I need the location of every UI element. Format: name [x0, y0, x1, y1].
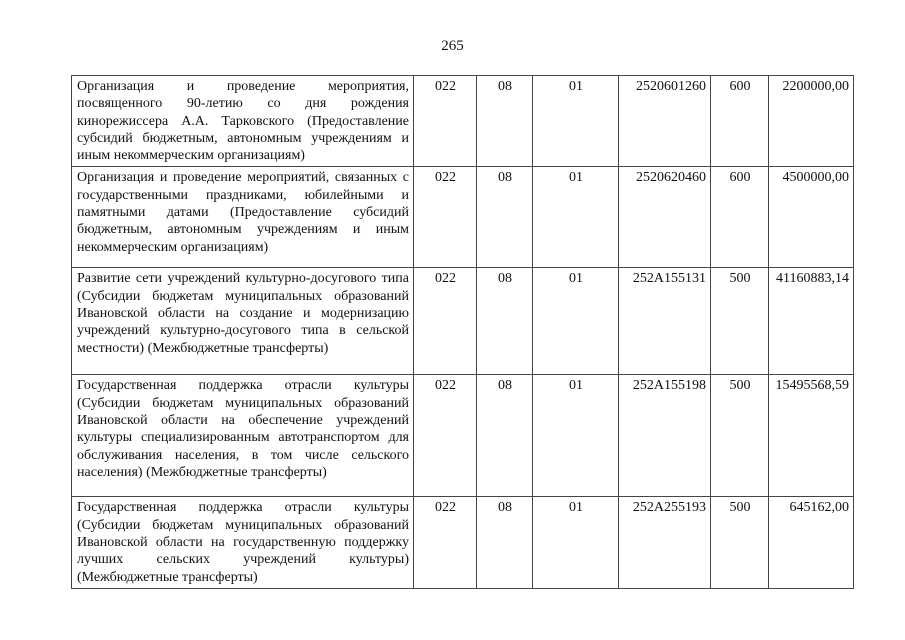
subsection-code: 01 [533, 268, 619, 375]
subsection-code: 01 [533, 167, 619, 268]
row-description: Государственная поддержка отрасли культуры (Субсидии бюджетам муниципальных образований Ивановской области на обеспечение учреждений культуры специализированным автотранспортом для обслуживания населения, в том числе сельского населения) (Межбюджетные трансферты) [72, 375, 414, 497]
table-row [72, 167, 854, 268]
row-description: Развитие сети учреждений культурно-досугового типа (Субсидии бюджетам муниципальных образований Ивановской области на создание и модернизацию учреждений культурно-досугового типа в сельской местности) (Межбюджетные трансферты) [72, 268, 414, 375]
ministry-code: 022 [414, 167, 477, 268]
expense-type-code: 600 [711, 167, 769, 268]
amount-value: 41160883,14 [769, 268, 854, 375]
target-article-code: 252А255193 [619, 497, 711, 588]
table-row [72, 268, 854, 375]
table-row [72, 497, 854, 588]
row-description: Государственная поддержка отрасли культуры (Субсидии бюджетам муниципальных образований Ивановской области на государственную поддержку лучших сельских учреждений культуры) (Межбюджетные трансферты) [72, 497, 414, 588]
amount-value: 2200000,00 [769, 76, 854, 167]
target-article-code: 2520601260 [619, 76, 711, 167]
expense-type-code: 500 [711, 375, 769, 497]
amount-value: 15495568,59 [769, 375, 854, 497]
amount-value: 4500000,00 [769, 167, 854, 268]
table-row [72, 76, 854, 167]
target-article-code: 2520620460 [619, 167, 711, 268]
section-code: 08 [477, 497, 533, 588]
target-article-code: 252А155198 [619, 375, 711, 497]
section-code: 08 [477, 167, 533, 268]
expense-type-code: 600 [711, 76, 769, 167]
amount-value: 645162,00 [769, 497, 854, 588]
ministry-code: 022 [414, 497, 477, 588]
row-description: Организация и проведение мероприятия, посвященного 90-летию со дня рождения кинорежиссера А.А. Тарковского (Предоставление субсидий бюджетным, автономным учреждениям и иным некоммерческим организациям) [72, 76, 414, 167]
expense-type-code: 500 [711, 497, 769, 588]
ministry-code: 022 [414, 76, 477, 167]
page-number: 265 [441, 38, 464, 54]
subsection-code: 01 [533, 375, 619, 497]
target-article-code: 252А155131 [619, 268, 711, 375]
expense-type-code: 500 [711, 268, 769, 375]
table-row [72, 375, 854, 497]
row-description: Организация и проведение мероприятий, связанных с государственными праздниками, юбилейными и памятными датами (Предоставление субсидий бюджетным, автономным учреждениям и иным некоммерческим организациям) [72, 167, 414, 268]
section-code: 08 [477, 375, 533, 497]
subsection-code: 01 [533, 497, 619, 588]
ministry-code: 022 [414, 268, 477, 375]
subsection-code: 01 [533, 76, 619, 167]
ministry-code: 022 [414, 375, 477, 497]
section-code: 08 [477, 268, 533, 375]
section-code: 08 [477, 76, 533, 167]
budget-table [71, 75, 854, 589]
